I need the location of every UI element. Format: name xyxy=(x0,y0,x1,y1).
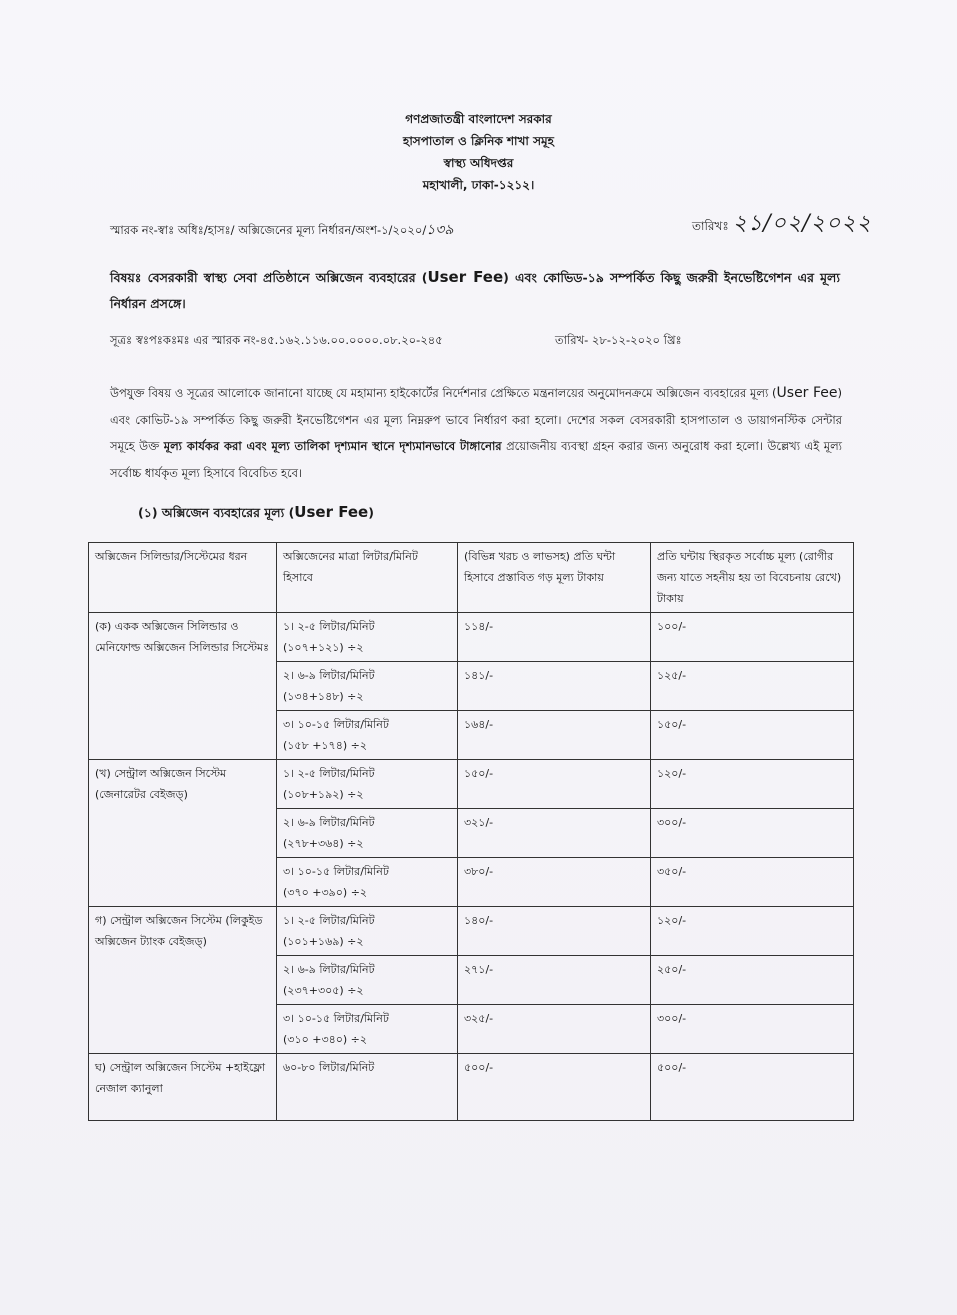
section-title-prefix: (১) অক্সিজেন ব্যবহারের মূল্য ( xyxy=(138,505,295,520)
table-row xyxy=(89,613,854,662)
memo-text: স্মারক নং-স্বাঃ অধিঃ/হাসঃ/ অক্সিজেনের মূল্য নির্ধারন/অংশ-১/২০২০/ xyxy=(110,223,427,237)
body-bold-instruction: মূল্য কার্যকর করা এবং মূল্য তালিকা দৃশ্যমান স্থানে দৃশ্যমানভাবে টাঙ্গানোর xyxy=(163,439,502,453)
type-cell-ga: গ) সেন্ট্রাল অক্সিজেন সিস্টেম (লিকুইড অক্সিজেন ট্যাংক বেইজড্) xyxy=(89,907,277,1054)
memo-number xyxy=(110,218,454,242)
body-part-1: উপযুক্ত বিষয় ও সূত্রের আলোকে জানানো যাচ্ছে যে মহামান্য হাইকোর্টের নির্দেশনার প্রেক্ষিতে মন্ত্রনালয়ের অনুমোদনক্রমে অক্সিজেন ব্যবহারের মূল্য ( xyxy=(110,386,777,400)
letterhead-line-directorate: স্বাস্থ্য অধিদপ্তর xyxy=(443,156,514,170)
rate-text: ৩। ১০-১৫ লিটার/মিনিট xyxy=(283,1012,389,1025)
proposed-cell: ১৪১/- xyxy=(458,662,651,711)
reference-text: সূত্রঃ স্বঃপঃকঃমঃ এর স্মারক নং-৪৫.১৬২.১১৬.০০.০০০০.০৮.২০-২৪৫ xyxy=(110,333,443,347)
subject-english: User Fee xyxy=(427,268,504,286)
table-header-row xyxy=(89,543,854,613)
fixed-cell: ১৫০/- xyxy=(651,711,854,760)
proposed-cell: ১৫০/- xyxy=(458,760,651,809)
calc-text: (১০১+১৬৯) ÷২ xyxy=(283,935,364,948)
body-part-3: প্রয়োজনীয় ব্যবস্থা গ্রহন করার জন্য অনুরোধ করা হলো। উল্লেখ্য এই মূল্য সর্বোচ্চ ধার্যকৃত মূল্য হিসাবে বিবেচিত হবে। xyxy=(110,439,843,480)
fixed-cell: ৫০০/- xyxy=(651,1054,854,1121)
rate-text: ১। ২-৫ লিটার/মিনিট xyxy=(283,767,375,780)
table-row xyxy=(89,1054,854,1121)
rate-cell xyxy=(277,1054,458,1121)
proposed-cell: ১৬৪/- xyxy=(458,711,651,760)
header-cell-fixed: প্রতি ঘন্টায় স্থিরকৃত সর্বোচ্চ মূল্য (রোগীর জন্য যাতে সহনীয় হয় তা বিবেচনায় রেখে) টাকায় xyxy=(651,543,854,613)
body-english: User Fee xyxy=(776,385,838,401)
type-cell-gha: ঘ) সেন্ট্রাল অক্সিজেন সিস্টেম +হাইফ্লো নেজাল ক্যানুলা xyxy=(89,1054,277,1121)
table-row xyxy=(89,907,854,956)
subject-line xyxy=(110,264,840,317)
proposed-cell: ৩৮০/- xyxy=(458,858,651,907)
header-cell-type: অক্সিজেন সিলিন্ডার/সিস্টেমের ধরন xyxy=(89,543,277,613)
letterhead-line-address: মহাখালী, ঢাকা-১২১২। xyxy=(422,178,535,192)
reference-date: তারিখ- ২৮-১২-২০২০ খ্রিঃ xyxy=(555,333,682,347)
calc-text: (১০৭+১২১) ÷২ xyxy=(283,641,364,654)
body-part-2: ) এবং কোভিট-১৯ সম্পর্কিত কিছু জরুরী ইনভেষ্টিগেশন এর মূল্য নিম্নরুপ ভাবে নির্ধারণ করা হলো। দেশের সকল বেসরকারী হাসপাতাল ও ডায়াগনস্টিক সেন্টার সমূহে উক্ত xyxy=(110,386,842,453)
memo-handwritten-number: ১৩৯ xyxy=(426,222,454,238)
fixed-cell: ২৫০/- xyxy=(651,956,854,1005)
rate-cell xyxy=(277,662,458,711)
oxygen-fee-table xyxy=(88,542,854,1121)
header-cell-rate: অক্সিজেনের মাত্রা লিটার/মিনিট হিসাবে xyxy=(277,543,458,613)
calc-text: (২৩৭+৩০৫) ÷২ xyxy=(283,984,364,997)
proposed-cell: ১১৪/- xyxy=(458,613,651,662)
proposed-cell: ৩২১/- xyxy=(458,809,651,858)
rate-text: ৩। ১০-১৫ লিটার/মিনিট xyxy=(283,718,389,731)
rate-cell xyxy=(277,1005,458,1054)
calc-text: (৩৭০ +৩৯০) ÷২ xyxy=(283,886,368,899)
rate-text: ২। ৬-৯ লিটার/মিনিট xyxy=(283,816,375,829)
rate-cell xyxy=(277,760,458,809)
fixed-cell: ১০০/- xyxy=(651,613,854,662)
calc-text: (৩১০ +৩৪০) ÷২ xyxy=(283,1033,368,1046)
body-paragraph xyxy=(110,380,842,486)
calc-text: (১৩৪+১৪৮) ÷২ xyxy=(283,690,364,703)
subject-prefix: বিষয়ঃ বেসরকারী স্বাস্থ্য সেবা প্রতিষ্ঠানে অক্সিজেন ব্যবহারের ( xyxy=(110,270,428,285)
memo-date-handwritten: ২১/০২/২০২২ xyxy=(732,211,872,236)
rate-cell xyxy=(277,956,458,1005)
subject-suffix: ) এবং কোভিড-১৯ সম্পর্কিত কিছু জরুরী ইনভেষ্টিগেশন এর মূল্য নির্ধারন প্রসঙ্গে। xyxy=(110,270,840,311)
rate-text: ২। ৬-৯ লিটার/মিনিট xyxy=(283,669,375,682)
rate-text: ১। ২-৫ লিটার/মিনিট xyxy=(283,914,375,927)
section-title-suffix: ) xyxy=(368,505,374,520)
rate-cell xyxy=(277,711,458,760)
fixed-cell: ১২৫/- xyxy=(651,662,854,711)
letterhead-line-branch: হাসপাতাল ও ক্লিনিক শাখা সমূহ xyxy=(403,134,554,148)
rate-text: ১। ২-৫ লিটার/মিনিট xyxy=(283,620,375,633)
section-title xyxy=(138,503,374,525)
proposed-cell: ৩২৫/- xyxy=(458,1005,651,1054)
rate-cell xyxy=(277,809,458,858)
calc-text: (২৭৮+৩৬৪) ÷২ xyxy=(283,837,364,850)
proposed-cell: ৫০০/- xyxy=(458,1054,651,1121)
fixed-cell: ৩৫০/- xyxy=(651,858,854,907)
proposed-cell: ১৪০/- xyxy=(458,907,651,956)
header-cell-proposed: (বিভিন্ন খরচ ও লাভসহ) প্রতি ঘন্টা হিসাবে প্রস্তাবিত গড় মূল্য টাকায় xyxy=(458,543,651,613)
calc-text: (১৫৮ +১৭৪) ÷২ xyxy=(283,739,368,752)
rate-text: ৬০-৮০ লিটার/মিনিট xyxy=(283,1061,375,1074)
rate-text: ২। ৬-৯ লিটার/মিনিট xyxy=(283,963,375,976)
proposed-cell: ২৭১/- xyxy=(458,956,651,1005)
fixed-cell: ৩০০/- xyxy=(651,1005,854,1054)
letterhead xyxy=(0,108,957,196)
fixed-cell: ৩০০/- xyxy=(651,809,854,858)
type-cell-kha: (খ) সেন্ট্রাল অক্সিজেন সিস্টেম (জেনারেটর বেইজড্) xyxy=(89,760,277,907)
reference-line xyxy=(110,332,840,351)
type-cell-ka: (ক) একক অক্সিজেন সিলিন্ডার ও মেনিফোল্ড অক্সিজেন সিলিন্ডার সিস্টেমঃ xyxy=(89,613,277,760)
fixed-cell: ১২০/- xyxy=(651,760,854,809)
section-title-english: User Fee xyxy=(294,503,369,521)
rate-cell xyxy=(277,907,458,956)
rate-text: ৩। ১০-১৫ লিটার/মিনিট xyxy=(283,865,389,878)
memo-date-label: তারিখঃ xyxy=(692,219,729,233)
rate-cell xyxy=(277,613,458,662)
rate-cell xyxy=(277,858,458,907)
table-row xyxy=(89,760,854,809)
memo-date xyxy=(692,206,872,243)
letterhead-line-government: গণপ্রজাতন্ত্রী বাংলাদেশ সরকার xyxy=(405,112,552,126)
fixed-cell: ১২০/- xyxy=(651,907,854,956)
calc-text: (১০৮+১৯২) ÷২ xyxy=(283,788,364,801)
